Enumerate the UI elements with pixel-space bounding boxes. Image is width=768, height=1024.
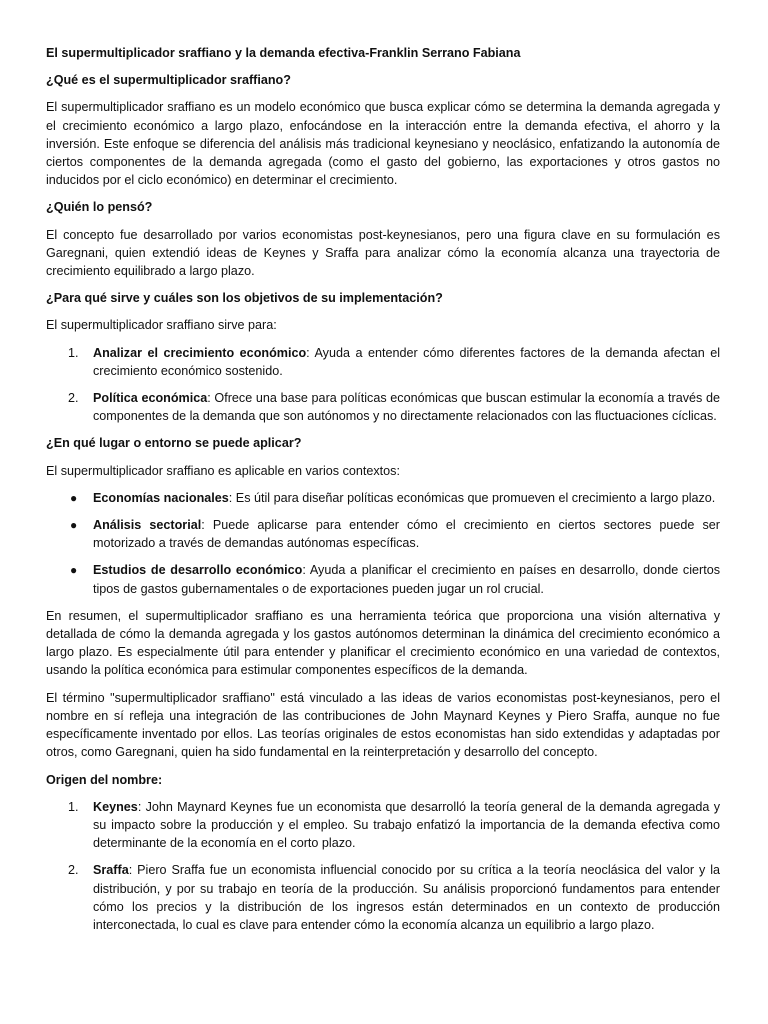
- list-item-text: : John Maynard Keynes fue un economista que desarrolló la teoría general de la demanda agregada y su impacto sobre la producción y el empleo. Su trabajo enfatizó la importancia de la demanda efectiva como determinante de la economía en el corto plazo.: [93, 799, 720, 851]
- heading-origin: Origen del nombre:: [46, 772, 163, 787]
- list-item-term: Estudios de desarrollo económico: [93, 563, 303, 578]
- list-item-term: Analizar el crecimiento económico: [93, 345, 307, 360]
- list-number: 1.: [68, 799, 79, 814]
- bullet-icon: ●: [70, 563, 78, 578]
- heading-who: ¿Quién lo pensó?: [46, 200, 153, 215]
- list-item: [46, 861, 720, 934]
- heading-purpose: ¿Para qué sirve y cuáles son los objetivos de su implementación?: [46, 291, 443, 306]
- list-number: 1.: [68, 345, 79, 360]
- bullet-icon: ●: [70, 490, 78, 505]
- list-number: 2.: [68, 391, 79, 406]
- heading-what-is: ¿Qué es el supermultiplicador sraffiano?: [46, 73, 291, 88]
- list-item-text: : Piero Sraffa fue un economista influencial conocido por su crítica a la teoría neoclásica del valor y la distribución, y por su trabajo en teoría de la producción. Su análisis proporcionó fundamentos para entender cómo los precios y la distribución de los ingresos están determinados en un contexto de producción interconectada, lo cual es clave para entender cómo la economía alcanza un equilibrio a largo plazo.: [93, 863, 720, 932]
- list-item-term: Análisis sectorial: [93, 518, 202, 533]
- list-item-text: : Ayuda a entender cómo diferentes factores de la demanda afectan el crecimiento económico sostenido.: [93, 345, 720, 378]
- paragraph-where-intro: El supermultiplicador sraffiano es aplicable en varios contextos:: [46, 463, 400, 478]
- list-item-text: : Ofrece una base para políticas económicas que buscan estimular la economía a través de componentes de la demanda que son autónomos y no directamente relacionados con las fluctuaciones cíclicas.: [93, 391, 720, 424]
- contexts-list: [46, 489, 720, 598]
- list-item: [46, 516, 720, 552]
- document-title: El supermultiplicador sraffiano y la demanda efectiva-Franklin Serrano Fabiana: [46, 46, 521, 60]
- paragraph-what-is: El supermultiplicador sraffiano es un modelo económico que busca explicar cómo se determina la demanda agregada y el crecimiento económico a largo plazo, enfocándose en la interacción entre la demanda efectiva, el ahorro y la inversión. Este enfoque se diferencia del análisis más tradicional keynesiano y neoclásico, enfatizando la autonomía de ciertos componentes de la demanda agregada (como el gasto del gobierno, las exportaciones y otros gastos no inducidos por el ciclo económico) en determinar el crecimiento.: [46, 100, 720, 188]
- list-number: 2.: [68, 863, 79, 878]
- bullet-icon: ●: [70, 518, 78, 533]
- list-item-term: Política económica: [93, 391, 208, 406]
- list-item: [46, 389, 720, 425]
- list-item: [46, 489, 720, 507]
- list-item-term: Sraffa: [93, 863, 129, 878]
- origin-list: [46, 798, 720, 934]
- list-item-text: : Ayuda a planificar el crecimiento en países en desarrollo, donde ciertos tipos de gastos gubernamentales o de exportaciones pueden jugar un rol crucial.: [93, 563, 720, 596]
- list-item: [46, 798, 720, 853]
- paragraph-term: El término "supermultiplicador sraffiano" está vinculado a las ideas de varios economistas post-keynesianos, pero el nombre en sí refleja una integración de las contribuciones de John Maynard Keynes y Piero Sraffa, aunque no fue específicamente inventado por ellos. Las teorías originales de estos economistas han sido extendidas y adaptadas por otros, como Garegnani, quien ha sido fundamental en la reinterpretación y desarrollo del concepto.: [46, 690, 720, 760]
- paragraph-summary: En resumen, el supermultiplicador sraffiano es una herramienta teórica que proporciona una visión alternativa y detallada de cómo la demanda agregada y los gastos autónomos determinan la dinámica del crecimiento económico a largo plazo. Es especialmente útil para entender y planificar el crecimiento económico en una variedad de contextos, usando la política económica para estimular componentes específicos de la demanda.: [46, 608, 720, 678]
- list-item-text: : Es útil para diseñar políticas económicas que promueven el crecimiento a largo plazo.: [228, 490, 716, 505]
- list-item-term: Keynes: [93, 799, 138, 814]
- paragraph-purpose-intro: El supermultiplicador sraffiano sirve para:: [46, 318, 277, 333]
- list-item: [46, 344, 720, 380]
- purpose-list: [46, 344, 720, 426]
- heading-where: ¿En qué lugar o entorno se puede aplicar?: [46, 436, 302, 451]
- paragraph-who: El concepto fue desarrollado por varios economistas post-keynesianos, pero una figura clave en su formulación es Garegnani, quien extendió ideas de Keynes y Sraffa para analizar cómo la economía alcanza una trayectoria de crecimiento equilibrado a largo plazo.: [46, 227, 720, 279]
- list-item-text: : Puede aplicarse para entender cómo el crecimiento en ciertos sectores puede ser motorizado a través de demandas autónomas específicas.: [93, 518, 720, 551]
- list-item: [46, 561, 720, 597]
- list-item-term: Economías nacionales: [93, 490, 229, 505]
